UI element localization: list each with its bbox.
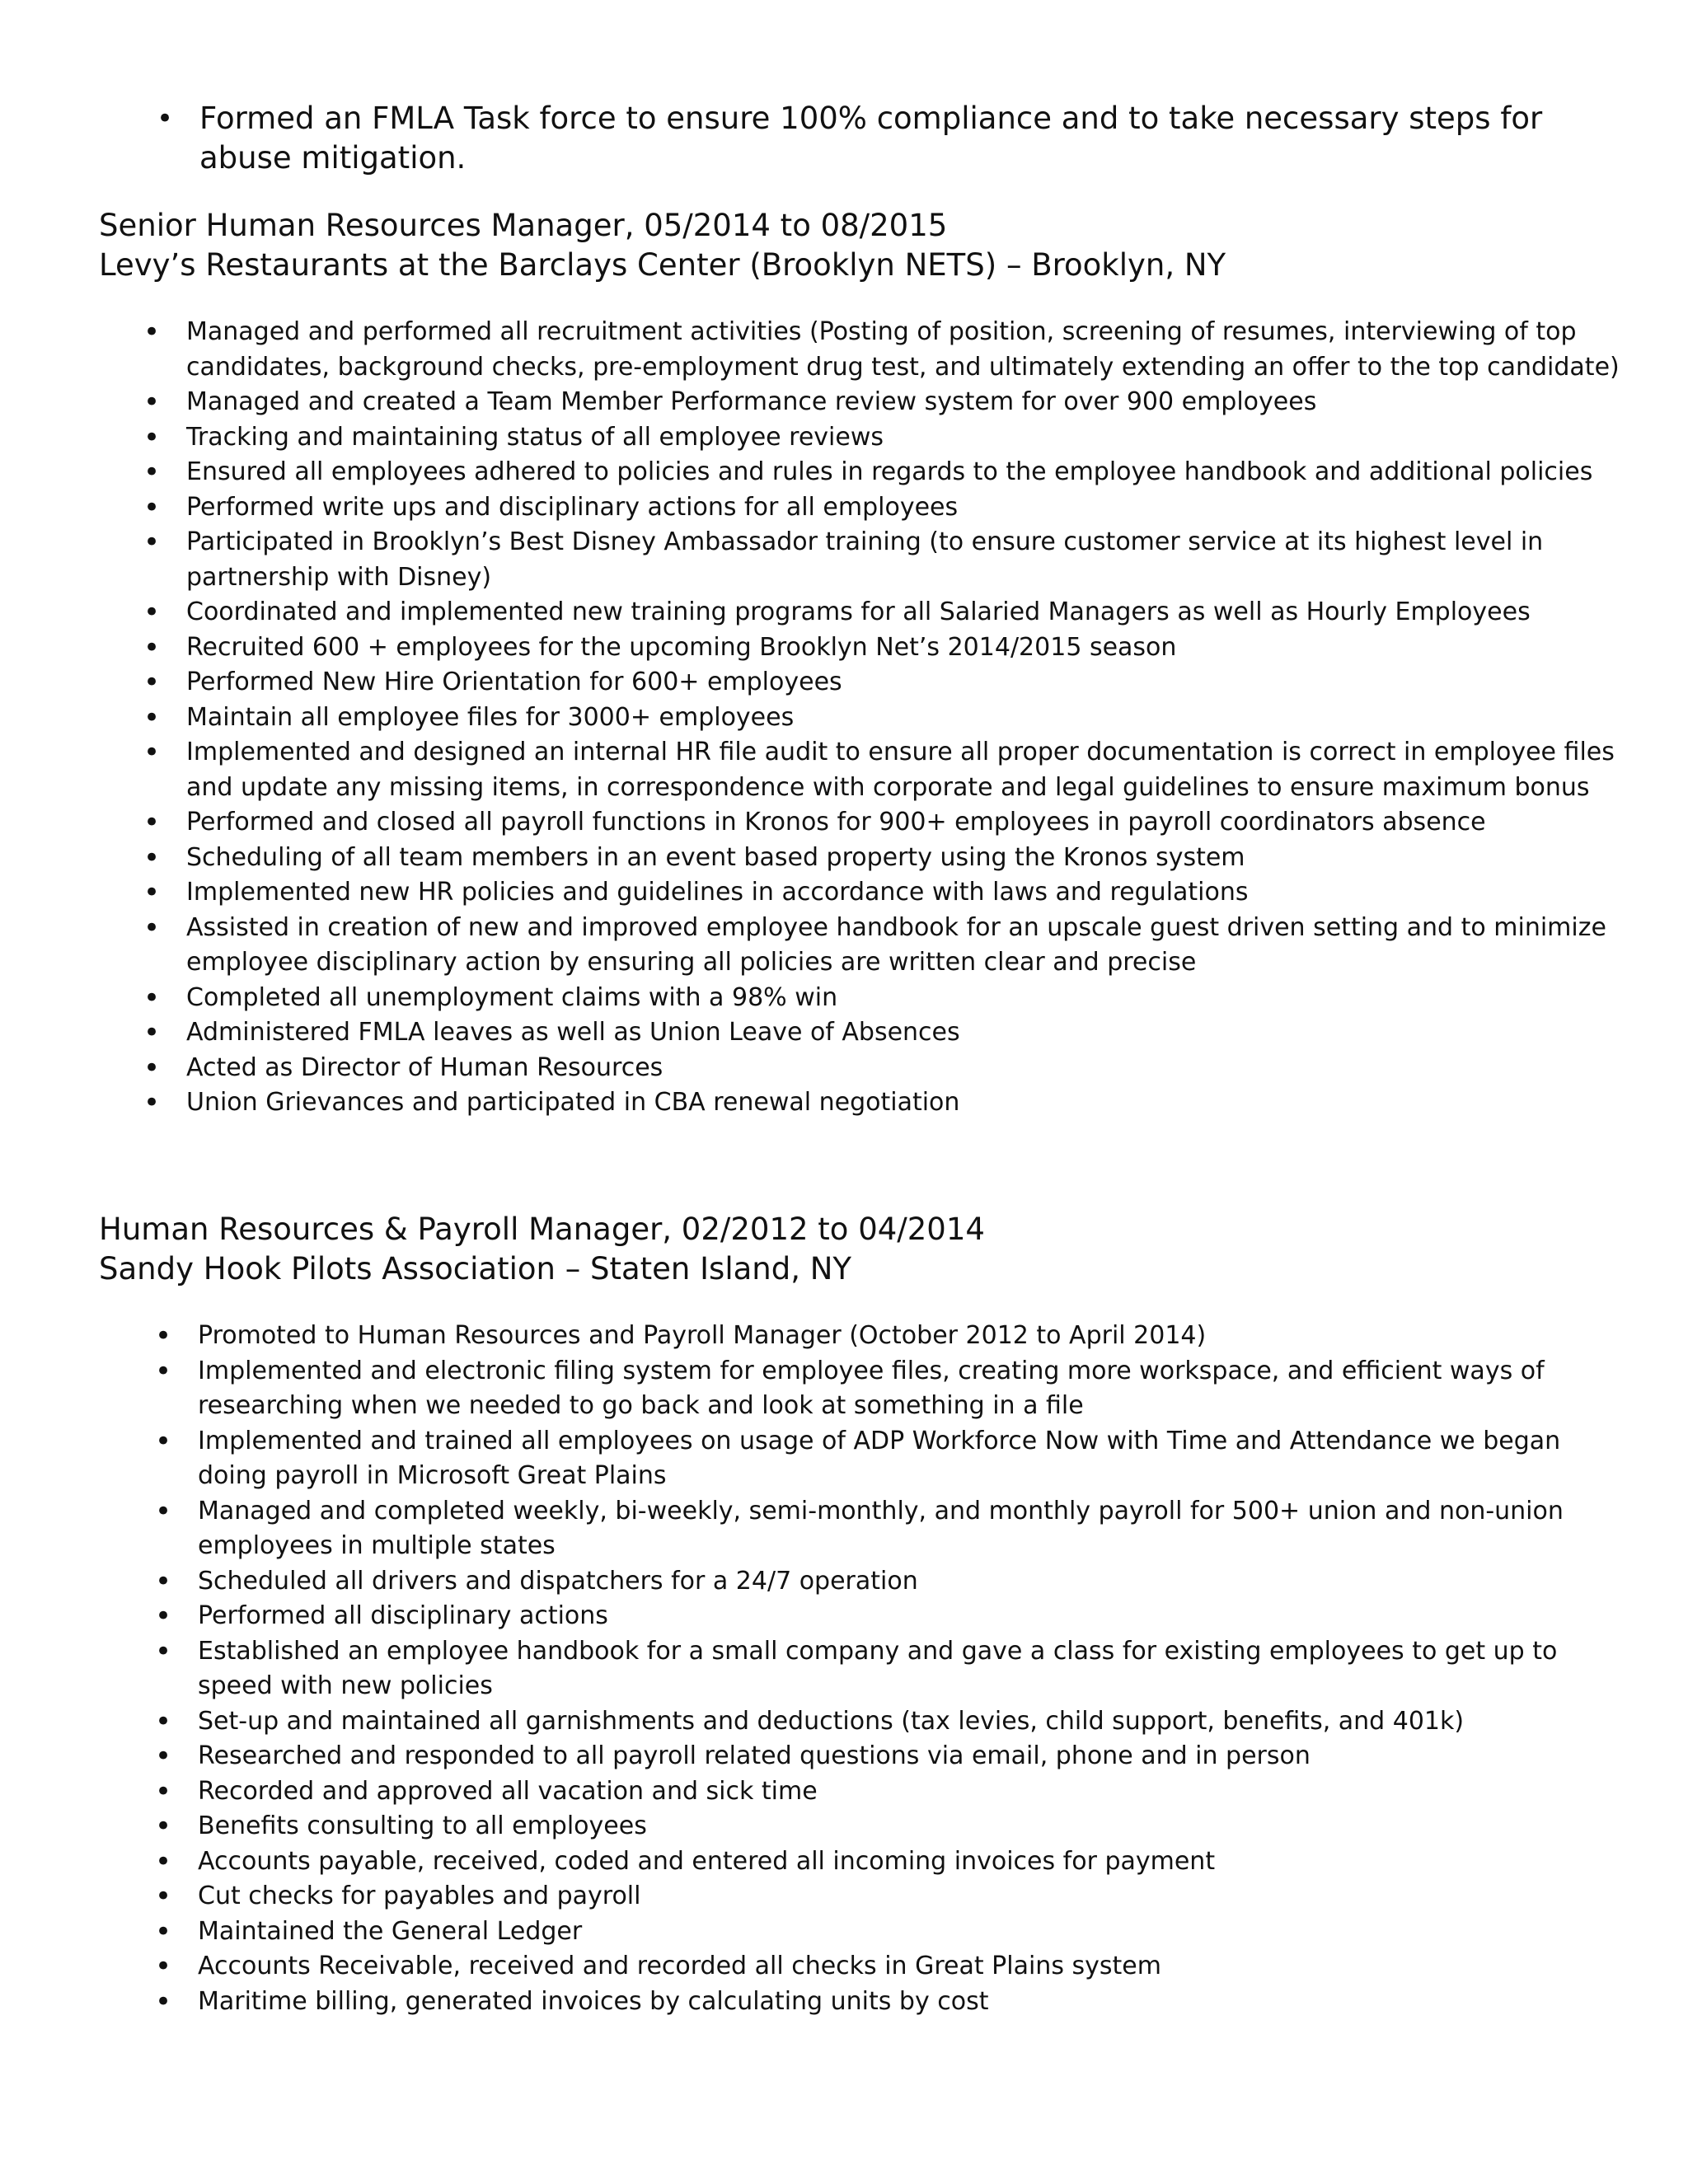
bullet-item: • Performed write ups and disciplinary actions for all employees bbox=[186, 490, 1620, 526]
bullet-item: • Formed an FMLA Task force to ensure 100% compliance and to take necessary steps for abuse mitigation. bbox=[199, 99, 1584, 178]
bullet-item: • Performed New Hire Orientation for 600+ employees bbox=[186, 665, 1620, 701]
bullet-item: • Tracking and maintaining status of all employee reviews bbox=[186, 420, 1620, 456]
bullet-item: • Participated in Brooklyn’s Best Disney Ambassador training (to ensure customer service at its highest level in partnership with Disney) bbox=[186, 525, 1620, 595]
bullet-item: • Implemented and electronic filing system for employee files, creating more workspace, and efficient ways of researching when we needed to go back and look at something in a file bbox=[198, 1354, 1599, 1424]
bullet-item: • Scheduled all drivers and dispatchers for a 24/7 operation bbox=[198, 1564, 1599, 1600]
job-header-sandy-hook bbox=[99, 1210, 1582, 1289]
bullet-item: • Managed and created a Team Member Performance review system for over 900 employees bbox=[186, 385, 1620, 420]
bullet-item: • Coordinated and implemented new training programs for all Salaried Managers as well as Hourly Employees bbox=[186, 595, 1620, 630]
job-bullets-sandy-hook bbox=[198, 1319, 1688, 2019]
bullet-item: • Assisted in creation of new and improved employee handbook for an upscale guest driven setting and to minimize employee disciplinary action by ensuring all policies are written clear and precise bbox=[186, 911, 1620, 981]
bullet-item: • Scheduling of all team members in an event based property using the Kronos system bbox=[186, 841, 1620, 876]
bullet-item: • Recorded and approved all vacation and sick time bbox=[198, 1774, 1599, 1810]
job-bullets-levys bbox=[186, 315, 1688, 1121]
bullet-item: • Performed all disciplinary actions bbox=[198, 1599, 1599, 1634]
bullet-item: • Managed and completed weekly, bi-weekly, semi-monthly, and monthly payroll for 500+ union and non-union employees in multiple states bbox=[198, 1494, 1599, 1564]
bullet-item: • Recruited 600 + employees for the upcoming Brooklyn Net’s 2014/2015 season bbox=[186, 630, 1620, 666]
job-title: Senior Human Resources Manager, 05/2014 to 08/2015 bbox=[99, 208, 948, 243]
job-company: Levy’s Restaurants at the Barclays Center (Brooklyn NETS) – Brooklyn, NY bbox=[99, 247, 1226, 283]
bullet-item: • Accounts payable, received, coded and entered all incoming invoices for payment bbox=[198, 1844, 1599, 1880]
bullet-item: • Ensured all employees adhered to policies and rules in regards to the employee handbook and additional policies bbox=[186, 455, 1620, 490]
job-company: Sandy Hook Pilots Association – Staten Island, NY bbox=[99, 1251, 852, 1286]
bullet-item: • Established an employee handbook for a small company and gave a class for existing employees to get up to speed with new policies bbox=[198, 1634, 1599, 1704]
bullet-item: • Promoted to Human Resources and Payroll Manager (October 2012 to April 2014) bbox=[198, 1319, 1599, 1354]
bullet-item: • Acted as Director of Human Resources bbox=[186, 1051, 1620, 1086]
bullet-item: • Maritime billing, generated invoices by calculating units by cost bbox=[198, 1985, 1599, 2020]
continued-bullet-list bbox=[0, 99, 1688, 178]
job-title: Human Resources & Payroll Manager, 02/2012 to 04/2014 bbox=[99, 1212, 985, 1247]
bullet-item: • Implemented and designed an internal HR file audit to ensure all proper documentation is correct in employee files and update any missing items, in correspondence with corporate and legal guidelines to ensure maximum bonus bbox=[186, 735, 1620, 805]
bullet-item: • Implemented new HR policies and guidelines in accordance with laws and regulations bbox=[186, 875, 1620, 911]
bullet-item: • Accounts Receivable, received and recorded all checks in Great Plains system bbox=[198, 1949, 1599, 1985]
bullet-item: • Completed all unemployment claims with a 98% win bbox=[186, 981, 1620, 1016]
bullet-item: • Administered FMLA leaves as well as Union Leave of Absences bbox=[186, 1015, 1620, 1051]
bullet-item: • Managed and performed all recruitment activities (Posting of position, screening of resumes, interviewing of top candidates, background checks, pre-employment drug test, and ultimately extending an offer to the top candidate) bbox=[186, 315, 1620, 385]
bullet-item: • Implemented and trained all employees on usage of ADP Workforce Now with Time and Attendance we began doing payroll in Microsoft Great Plains bbox=[198, 1424, 1599, 1494]
job-header-levys bbox=[99, 206, 1582, 285]
bullet-item: • Performed and closed all payroll functions in Kronos for 900+ employees in payroll coordinators absence bbox=[186, 805, 1620, 841]
bullet-item: • Maintained the General Ledger bbox=[198, 1915, 1599, 1950]
bullet-item: • Benefits consulting to all employees bbox=[198, 1809, 1599, 1844]
bullet-item: • Set-up and maintained all garnishments and deductions (tax levies, child support, benefits, and 401k) bbox=[198, 1704, 1599, 1740]
bullet-item: • Cut checks for payables and payroll bbox=[198, 1879, 1599, 1915]
bullet-item: • Researched and responded to all payroll related questions via email, phone and in person bbox=[198, 1739, 1599, 1774]
bullet-item: • Union Grievances and participated in CBA renewal negotiation bbox=[186, 1085, 1620, 1121]
bullet-item: • Maintain all employee files for 3000+ employees bbox=[186, 701, 1620, 736]
